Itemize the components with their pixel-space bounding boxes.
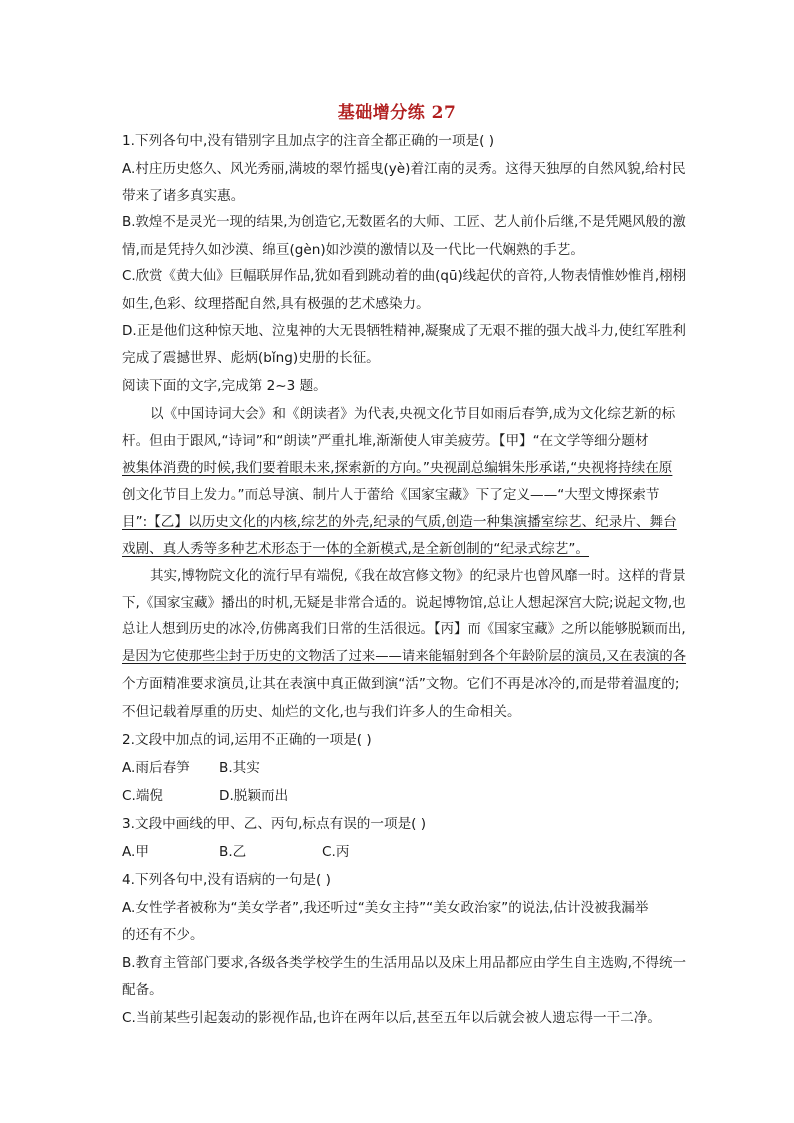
page-title: 基础增分练 27 (337, 103, 457, 123)
question-2-stem: 2.文段中加点的词,运用不正确的一项是( ) (122, 732, 372, 748)
question-2-option-a: A.雨后春笋 (122, 760, 190, 776)
question-4-option-a-cont: 的还有不少。 (122, 927, 204, 943)
question-2-option-c: C.端倪 (122, 788, 164, 804)
question-1-stem: 1.下列各句中,没有错别字且加点字的注音全都正确的一项是( ) (122, 133, 495, 149)
question-2-option-b: B.其实 (219, 760, 260, 776)
question-4-stem: 4.下列各句中,没有语病的一句是( ) (122, 872, 331, 888)
passage-line: 下,《国家宝藏》播出的时机,无疑是非常合适的。说起博物馆,总让人想起深宫大院;说起文物,也 (122, 595, 686, 611)
question-1-option-c: C.欣赏《黄大仙》巨幅联屏作品,犹如看到跳动着的曲(qū)线起伏的音符,人物表情惟妙惟肖,栩栩 (122, 269, 686, 284)
question-1-option-a: A.村庄历史悠久、风光秀丽,满坡的翠竹摇曳(yè)着江南的灵秀。这得天独厚的自然风貌,给村民 (122, 161, 686, 177)
question-3-option-c: C.丙 (322, 844, 350, 860)
reading-instruction: 阅读下面的文字,完成第 2~3 题。 (122, 378, 327, 394)
passage-line: 创文化节目上发力。”而总导演、制片人于蕾给《国家宝藏》下了定义——“大型文博探索节 (122, 487, 660, 503)
question-2-option-d: D.脱颖而出 (219, 788, 289, 804)
passage-line-underlined: 被集体消费的时候,我们要着眼未来,探索新的方向。”央视副总编辑朱彤承诺,“央视将持续在原 (122, 460, 673, 476)
passage-line: 其实,博物院文化的流行早有端倪,《我在故宫修文物》的纪录片也曾风靡一时。这样的背景 (150, 568, 686, 584)
passage-line-underlined: 戏剧、真人秀等多种艺术形态于一体的全新模式,是全新创制的“纪录式综艺”。 (122, 541, 589, 557)
question-3-option-a: A.甲 (122, 844, 149, 860)
passage-line-underlined: 是因为它使那些尘封于历史的文物活了过来——请来能辐射到各个年龄阶层的演员,又在表演的各 (122, 649, 687, 664)
passage-line: 总让人想到历史的冰冷,仿佛离我们日常的生活很远。【丙】而《国家宝藏》之所以能够脱颖而出, (122, 622, 686, 637)
passage-line: 以《中国诗词大会》和《朗读者》为代表,央视文化节目如雨后春笋,成为文化综艺新的标 (150, 406, 676, 422)
passage-line: 杆。但由于跟风,“诗词”和“朗读”严重扎堆,渐渐使人审美疲劳。【甲】“在文学等细分题材 (122, 433, 649, 449)
question-4-option-c: C.当前某些引起轰动的影视作品,也许在两年以后,甚至五年以后就会被人遗忘得一干二净。 (122, 1010, 662, 1026)
question-4-option-b-cont: 配备。 (122, 982, 163, 998)
question-1-option-a-cont: 带来了诸多真实惠。 (122, 188, 245, 204)
question-1-option-d-cont: 完成了震撼世界、彪炳(bǐng)史册的长征。 (122, 350, 380, 366)
question-1-option-c-cont: 如生,色彩、纹理搭配自然,具有极强的艺术感染力。 (122, 296, 430, 312)
question-3-stem: 3.文段中画线的甲、乙、丙句,标点有误的一项是( ) (122, 816, 427, 832)
question-1-option-b-cont: 情,而是凭持久如沙漠、绵亘(gèn)如沙漠的激情以及一代比一代娴熟的手艺。 (122, 242, 584, 258)
question-1-option-d: D.正是他们这种惊天地、泣鬼神的大无畏牺牲精神,凝聚成了无艰不摧的强大战斗力,使红军胜利 (122, 323, 686, 339)
question-4-option-a: A.女性学者被称为“美女学者”,我还听过“美女主持”“美女政治家”的说法,估计没被我漏举 (122, 900, 649, 916)
passage-line-underlined: 目”:【乙】以历史文化的内核,综艺的外壳,纪录的气质,创造一种集演播室综艺、纪录片、舞台 (122, 514, 677, 530)
question-1-option-b: B.敦煌不是灵光一现的结果,为创造它,无数匿名的大师、工匠、艺人前仆后继,不是凭飓风般的激 (122, 215, 686, 230)
passage-line: 个方面精准要求演员,让其在表演中真正做到演“活”文物。它们不再是冰冷的,而是带着温度的; (122, 676, 680, 692)
question-4-option-b: B.教育主管部门要求,各级各类学校学生的生活用品以及床上用品都应由学生自主选购,不得统一 (122, 955, 687, 971)
question-3-option-b: B.乙 (219, 844, 247, 860)
passage-line: 不但记载着厚重的历史、灿烂的文化,也与我们许多人的生命相关。 (122, 704, 521, 720)
